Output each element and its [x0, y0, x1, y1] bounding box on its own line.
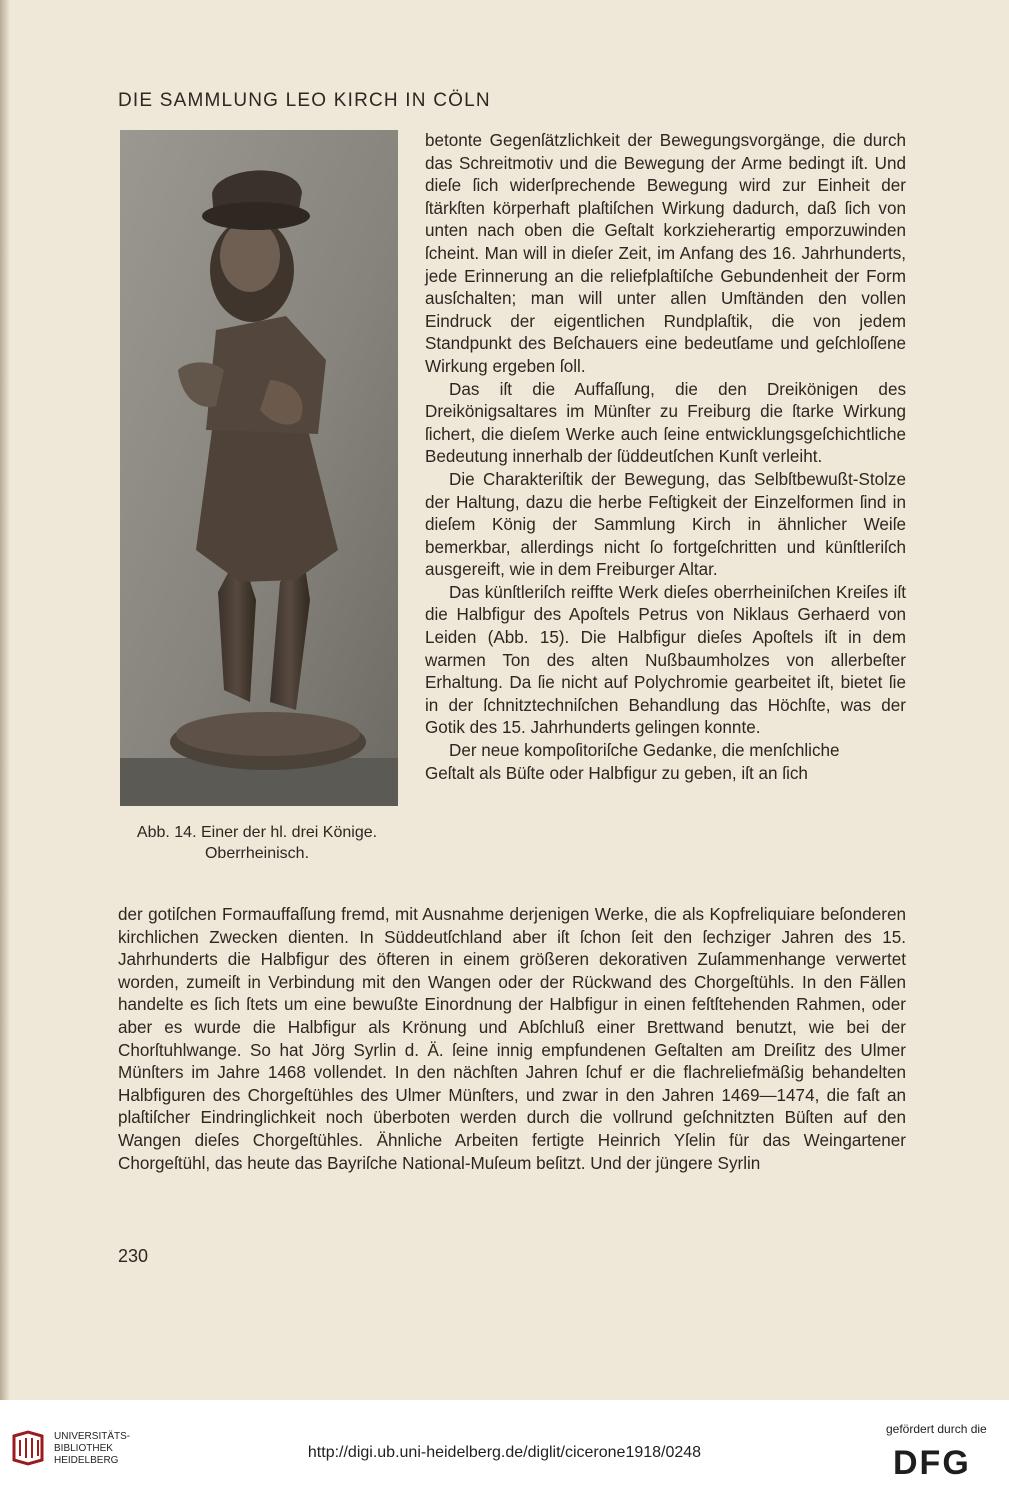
caption-line-2: Oberrheinisch.: [204, 845, 310, 862]
right-column-text: [425, 130, 906, 785]
figure-caption: [112, 822, 402, 864]
permalink[interactable]: http://digi.ub.uni-heidelberg.de/diglit/cicerone1918/0248: [307, 1444, 702, 1461]
paragraph-4: Das künſtleriſch reiffte Werk dieſes oberrheiniſchen Kreiſes iſt die Halbfigur des Apoſtels Petrus von Niklaus Gerhaerd von Leiden (Abb. 15). Die Halbfigur dieſes Apoſtels iſt in dem warmen Ton des alten Nußbaumholzes von allerbeſter Erhaltung. Da ſie nicht auf Polychromie gearbeitet iſt, bietet ſie in der ſchnitztechniſchen Behandlung das Höchſte, was der Gotik des 15. Jahrhunderts gelingen konnte.: [425, 582, 906, 738]
paragraph-5-line-1: Der neue kompoſitoriſche Gedanke, die menſchliche: [449, 741, 840, 761]
paragraph-3: Die Charakteriſtik der Bewegung, das Selbſtbewußt-Stolze der Haltung, dazu die herbe Feſtigkeit der Einzelformen ſind in dieſem König der Sammlung Kirch in ähnlicher Weiſe bemerkbar, allerdings nicht ſo fortgeſchritten und künſtleriſch ausgereift, wie in dem Freiburger Altar.: [425, 469, 906, 580]
running-head: DIE SAMMLUNG LEO KIRCH IN CÖLN: [118, 90, 491, 111]
digitization-footer: [0, 1400, 1009, 1486]
funding-note: gefördert durch die: [886, 1422, 987, 1436]
full-width-text: [118, 904, 906, 1175]
page-edge-shadow: [0, 0, 10, 1400]
statue-photograph: [120, 130, 398, 806]
paragraph-5-continued: der gotiſchen Formauffaſſung fremd, mit Ausnahme derjenigen Werke, die als Kopfreliquiare beſonderen kirchlichen Zwecken dienten. In Süddeutſchland aber iſt ſchon ſeit den ſechziger Jahren des 15. Jahrhunderts die Halbfigur des öfteren in einem größeren dekorativen Zuſammenhange verwertet worden, zumeiſt in Verbindung mit den Wangen oder der Rückwand des Chorgeſtühls. In den Fällen handelte es ſich ſtets um eine bewußte Einordnung der Halbfigur in einen feſtſtehenden Rahmen, oder aber es wurde die Halbfigur als Krönung und Abſchluß einer Brettwand benutzt, wie bei der Chorſtuhlwange. So hat Jörg Syrlin d. Ä. ſeine innig empfundenen Geſtalten am Dreiſitz des Ulmer Münſters im Jahre 1468 vollendet. In den nächſten Jahren ſchuf er die flachreliefmäßig behandelten Halbfiguren des Chorgeſtühles des Ulmer Münſters, und zwar in den Jahren 1469—1474, die faſt an plaſtiſcher Eindringlichkeit noch überboten werden durch die vollrund geſchnitzten Büſten auf den Wangen dieſes Chorgeſtühles. Ähnliche Arbeiten fertigte Heinrich Yſelin für das Weingartener Chorgeſtühl, das heute das Bayriſche National-Muſeum beſitzt. Und der jüngere Syrlin: [118, 905, 906, 1173]
library-name-line-2: BIBLIOTHEK: [54, 1443, 113, 1454]
library-name-line-3: HEIDELBERG: [54, 1455, 119, 1466]
page-number: 230: [118, 1246, 149, 1266]
library-name-line-1: UNIVERSITÄTS-: [54, 1431, 131, 1442]
paragraph-1: betonte Gegenſätzlichkeit der Bewegungsvorgänge, die durch das Schreitmotiv und die Bewegung der Arme bedingt iſt. Und dieſe ſich widerſprechende Bewegung wird zur Einheit der ſtärkſten körperhaft plaſtiſchen Wirkung dadurch, daß ſich von unten nach oben die Geſtalt korkzieherartig emporzuwinden ſcheint. Man will in dieſer Zeit, im Anfang des 16. Jahrhunderts, jede Erinnerung an die reliefplaſtiſche Gebundenheit der Form ausſchalten; man will unter allen Umſtänden den vollen Eindruck der eigentlichen Rundplaſtik, die von jedem Standpunkt des Beſchauers eine bedeutſame und geſchloſſene Wirkung ergeben ſoll.: [425, 131, 906, 376]
dfg-logo: DFG: [893, 1444, 971, 1482]
figure-king-statue: [120, 130, 398, 806]
caption-line-1: Abb. 14. Einer der hl. drei Könige.: [136, 824, 378, 841]
paragraph-2: Das iſt die Auffaſſung, die den Dreikönigen des Dreikönigsaltares im Münſter zu Freiburg die ſtarke Wirkung ſichert, die dieſem Werke auch ſeine entwicklungsgeſchichtliche Bedeutung innerhalb der ſüddeutſchen Kunſt verleiht.: [425, 379, 906, 467]
paragraph-5-line-2: Geſtalt als Büſte oder Halbfigur zu geben, iſt an ſich: [425, 763, 808, 783]
